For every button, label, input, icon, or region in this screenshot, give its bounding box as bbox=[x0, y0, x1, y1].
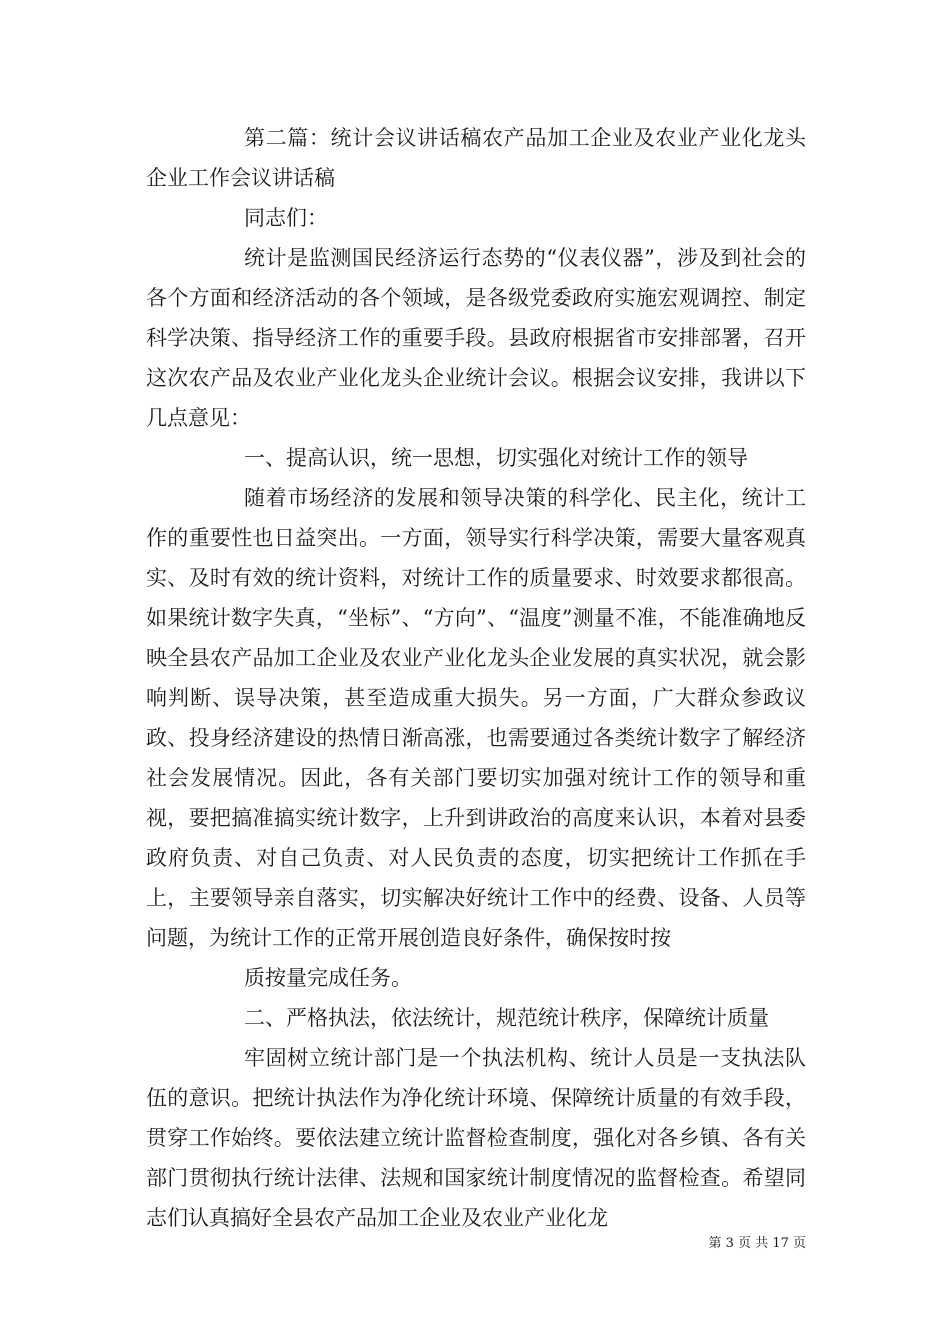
section-heading-1: 一、提高认识，统一思想，切实强化对统计工作的领导 bbox=[244, 446, 748, 470]
document-body bbox=[146, 118, 806, 1238]
paragraph-intro: 统计是监测国民经济运行态势的“仪表仪器”，涉及到社会的各个方面和经济活动的各个领域，是各级党委政府实施宏观调控、制定科学决策、指导经济工作的重要手段。县政府根据省市安排部署，召开这次农产品及农业产业化龙头企业统计会议。根据会议安排，我讲以下几点意见： bbox=[146, 246, 806, 430]
paragraph-section-2: 牢固树立统计部门是一个执法机构、统计人员是一支执法队伍的意识。把统计执法作为净化统计环境、保障统计质量的有效手段，贯穿工作始终。要依法建立统计监督检查制度，强化对各乡镇、各有关部门贯彻执行统计法律、法规和国家统计制度情况的监督检查。希望同志们认真搞好全县农产品加工企业及农业产业化龙 bbox=[146, 1046, 806, 1230]
paragraph-continuation: 质按量完成任务。 bbox=[244, 966, 412, 990]
page-number: 第 3 页 共 17 页 bbox=[708, 1236, 806, 1251]
paragraph-section-1: 随着市场经济的发展和领导决策的科学化、民主化，统计工作的重要性也日益突出。一方面，领导实行科学决策，需要大量客观真实、及时有效的统计资料，对统计工作的质量要求、时效要求都很高。如果统计数字失真，“坐标”、“方向”、“温度”测量不准，不能准确地反映全县农产品加工企业及农业产业化龙头企业发展的真实状况，就会影响判断、误导决策，甚至造成重大损失。另一方面，广大群众参政议政、投身经济建设的热情日渐高涨，也需要通过各类统计数字了解经济社会发展情况。因此，各有关部门要切实加强对统计工作的领导和重视，要把搞准搞实统计数字，上升到讲政治的高度来认识，本着对县委政府负责、对自己负责、对人民负责的态度，切实把统计工作抓在手上，主要领导亲自落实，切实解决好统计工作中的经费、设备、人员等问题，为统计工作的正常开展创造良好条件，确保按时按 bbox=[146, 486, 806, 950]
document-title: 第二篇：统计会议讲话稿农产品加工企业及农业产业化龙头企业工作会议讲话稿 bbox=[146, 126, 806, 190]
section-heading-2: 二、严格执法，依法统计，规范统计秩序，保障统计质量 bbox=[244, 1006, 769, 1030]
salutation: 同志们： bbox=[244, 206, 328, 230]
